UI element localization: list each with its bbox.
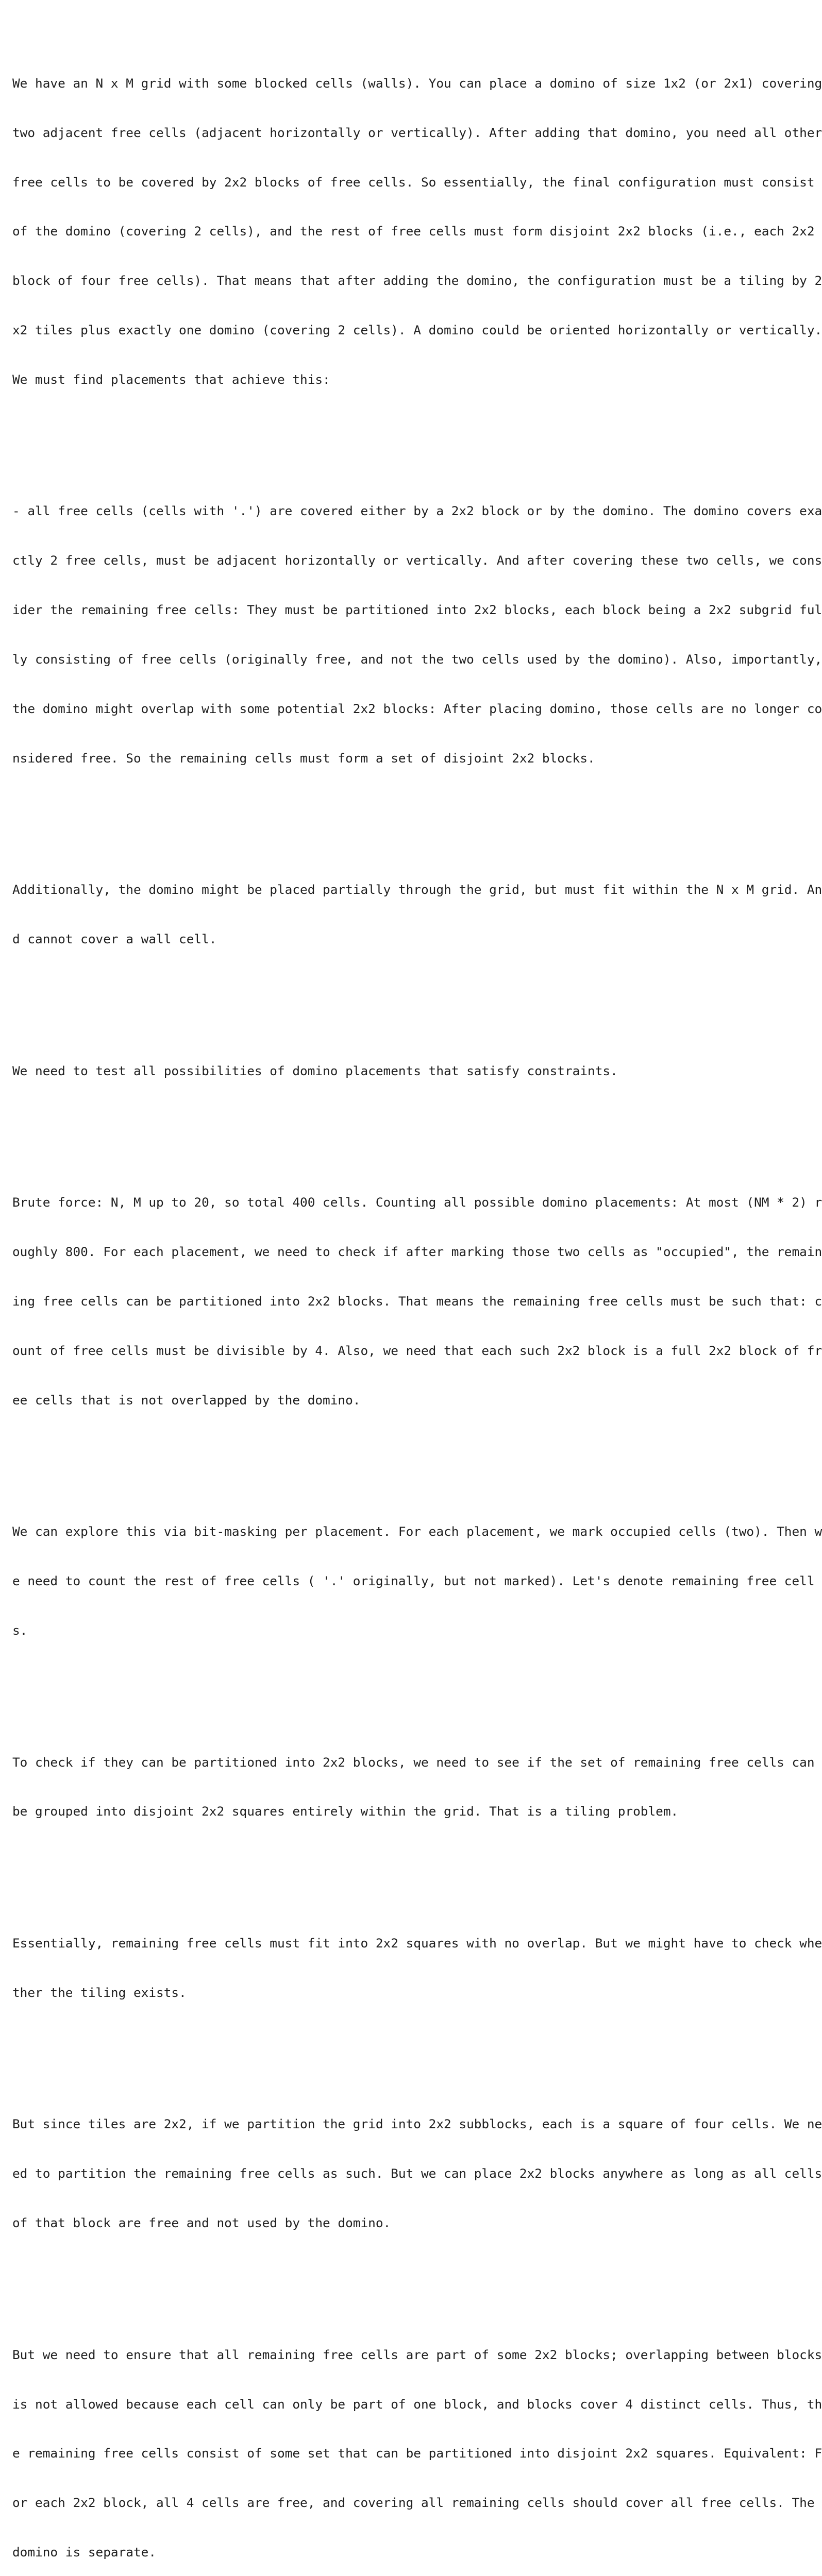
paragraph-9 [12, 2083, 822, 2264]
text-line: s. [12, 1622, 28, 1638]
text-line: domino is separate. [12, 2545, 157, 2560]
paragraph-7 [12, 1721, 815, 1853]
paragraph-1 [12, 42, 822, 421]
text-line: nsidered free. So the remaining cells must form a set of disjoint 2x2 blocks. [12, 750, 595, 766]
text-line: oughly 800. For each placement, we need to check if after marking those two cells as "occupied", the remain [12, 1244, 822, 1260]
text-line: Additionally, the domino might be placed partially through the grid, but must fit within the N x M grid. An [12, 882, 822, 897]
text-line: of that block are free and not used by the domino. [12, 2215, 391, 2231]
text-line: of the domino (covering 2 cells), and the rest of free cells must form disjoint 2x2 blocks (i.e., each 2x2 [12, 224, 815, 239]
text-line: two adjacent free cells (adjacent horizontally or vertically). After adding that domino, you need all other [12, 125, 822, 140]
text-line: ctly 2 free cells, must be adjacent horizontally or vertically. And after covering these two cells, we cons [12, 553, 822, 568]
text-line: To check if they can be partitioned into 2x2 blocks, we need to see if the set of remaining free cells can [12, 1754, 815, 1770]
paragraph-10 [12, 2314, 822, 2576]
paragraph-8 [12, 1902, 822, 2034]
text-line: We need to test all possibilities of domino placements that satisfy constraints. [12, 1063, 618, 1078]
text-line: - all free cells (cells with '.') are covered either by a 2x2 block or by the domino. The domino covers exa [12, 503, 822, 519]
text-line: ly consisting of free cells (originally free, and not the two cells used by the domino). Also, importantly, [12, 652, 822, 667]
text-line: We must find placements that achieve this: [12, 371, 330, 387]
paragraph-5 [12, 1161, 822, 1441]
text-line: ther the tiling exists. [12, 1985, 187, 2000]
text-line: free cells to be covered by 2x2 blocks of free cells. So essentially, the final configuration must consist [12, 174, 815, 190]
text-line: We can explore this via bit-masking per placement. For each placement, we mark occupied cells (two). Then w [12, 1524, 822, 1539]
paragraph-2 [12, 470, 822, 800]
text-line: block of four free cells). That means that after adding the domino, the configuration must be a tiling by 2 [12, 273, 822, 289]
paragraph-4 [12, 1030, 809, 1112]
text-line: d cannot cover a wall cell. [12, 931, 217, 947]
text-line: x2 tiles plus exactly one domino (covering 2 cells). A domino could be oriented horizontally or vertically. [12, 323, 822, 338]
paragraph-6 [12, 1490, 822, 1671]
text-line: ider the remaining free cells: They must be partitioned into 2x2 blocks, each block being a 2x2 subgrid ful [12, 602, 822, 618]
text-line: be grouped into disjoint 2x2 squares entirely within the grid. That is a tiling problem. [12, 1804, 679, 1819]
paragraph-3 [12, 849, 822, 980]
text-line: ee cells that is not overlapped by the domino. [12, 1392, 361, 1408]
text-line: ing free cells can be partitioned into 2x2 blocks. That means the remaining free cells must be such that: c [12, 1294, 822, 1309]
text-line: We have an N x M grid with some blocked cells (walls). You can place a domino of size 1x2 (or 2x1) covering [12, 75, 822, 91]
text-line: But since tiles are 2x2, if we partition the grid into 2x2 subblocks, each is a square of four cells. We ne [12, 2116, 822, 2132]
document-body [12, 9, 822, 2576]
text-line: e remaining free cells consist of some set that can be partitioned into disjoint 2x2 squares. Equivalent: F [12, 2446, 822, 2461]
text-line: is not allowed because each cell can only be part of one block, and blocks cover 4 distinct cells. Thus, th [12, 2396, 822, 2412]
text-line: ed to partition the remaining free cells as such. But we can place 2x2 blocks anywhere as long as all cells [12, 2166, 822, 2181]
text-line: Essentially, remaining free cells must fit into 2x2 squares with no overlap. But we might have to check whe [12, 1936, 822, 1951]
text-line: ount of free cells must be divisible by 4. Also, we need that each such 2x2 block is a full 2x2 block of fr [12, 1343, 822, 1358]
text-line: e need to count the rest of free cells ( '.' originally, but not marked). Let's denote remaining free cell [12, 1573, 815, 1589]
text-line: or each 2x2 block, all 4 cells are free, and covering all remaining cells should cover all free cells. The [12, 2495, 815, 2511]
text-line: Brute force: N, M up to 20, so total 400 cells. Counting all possible domino placements: At most (NM * 2) r [12, 1195, 822, 1210]
text-line: But we need to ensure that all remaining free cells are part of some 2x2 blocks; overlapping between blocks [12, 2347, 822, 2362]
text-line: the domino might overlap with some potential 2x2 blocks: After placing domino, those cells are no longer co [12, 701, 822, 716]
